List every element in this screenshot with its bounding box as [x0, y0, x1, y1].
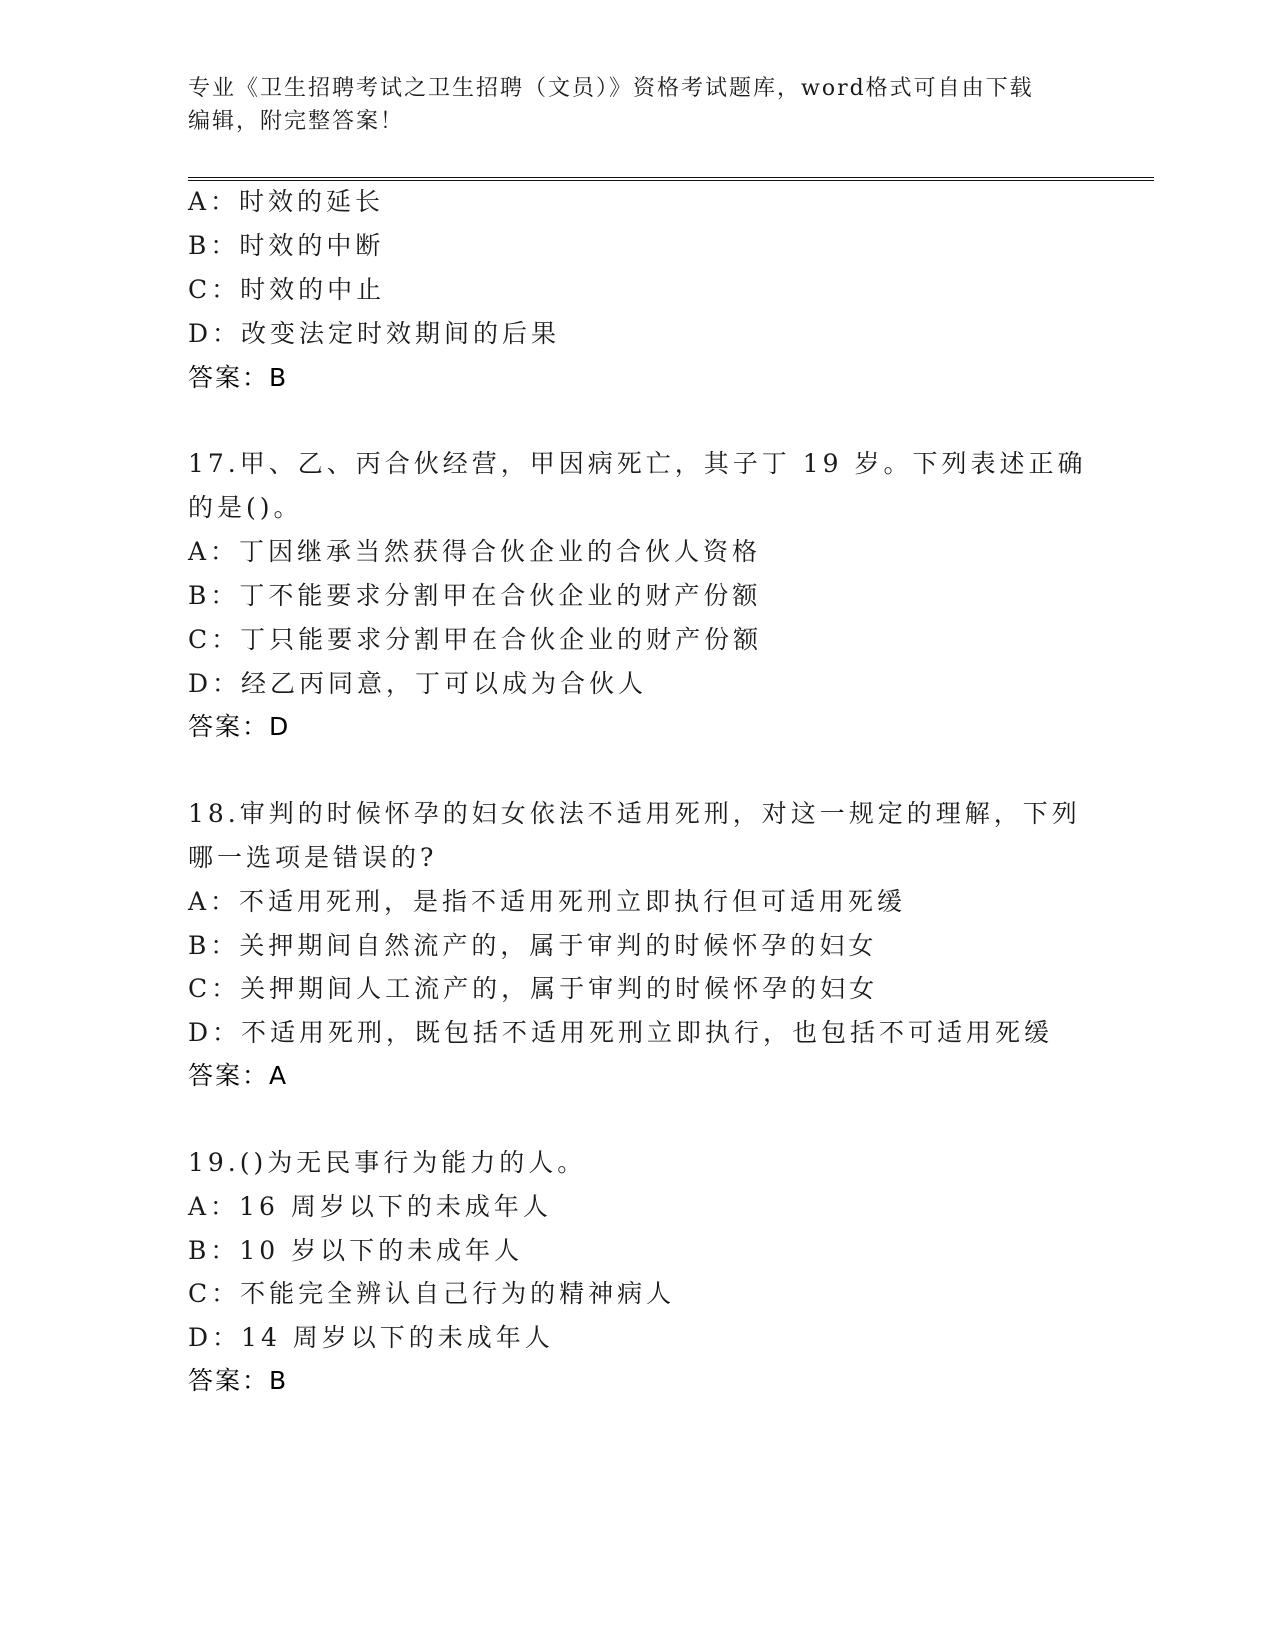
q18-option-d: D：不适用死刑，既包括不适用死刑立即执行，也包括不可适用死缓	[188, 1018, 1054, 1047]
q18-stem-line-2: 哪一选项是错误的?	[188, 843, 438, 872]
q17-option-c: C：丁只能要求分割甲在合伙企业的财产份额	[188, 625, 763, 654]
q18-option-a: A：不适用死刑，是指不适用死刑立即执行但可适用死缓	[188, 887, 907, 916]
q18-option-c: C：关押期间人工流产的，属于审判的时候怀孕的妇女	[188, 974, 879, 1003]
q17-option-a: A：丁因继承当然获得合伙企业的合伙人资格	[188, 537, 762, 566]
q17-answer: 答案：D	[188, 712, 291, 741]
q17-option-d: D：经乙丙同意，丁可以成为合伙人	[188, 669, 648, 698]
q19-answer: 答案：B	[188, 1366, 289, 1395]
q17-stem-line-2: 的是()。	[188, 493, 303, 522]
q19-option-a: A：16 周岁以下的未成年人	[188, 1192, 552, 1221]
header-divider	[188, 177, 1154, 181]
q16-option-a: A：时效的延长	[188, 187, 385, 216]
q17-stem-line-1: 17.甲、乙、丙合伙经营，甲因病死亡，其子丁 19 岁。下列表述正确	[188, 449, 1087, 478]
q16-answer: 答案：B	[188, 363, 289, 392]
q18-stem-line-1: 18.审判的时候怀孕的妇女依法不适用死刑，对这一规定的理解，下列	[188, 799, 1081, 828]
document-header	[188, 72, 1068, 138]
q19-option-b: B：10 岁以下的未成年人	[188, 1236, 524, 1265]
q17-option-b: B：丁不能要求分割甲在合伙企业的财产份额	[188, 581, 762, 610]
q18-option-b: B：关押期间自然流产的，属于审判的时候怀孕的妇女	[188, 931, 878, 960]
q19-stem-line-1: 19.()为无民事行为能力的人。	[188, 1148, 587, 1177]
q18-answer: 答案：A	[188, 1061, 289, 1090]
q16-option-b: B：时效的中断	[188, 231, 385, 260]
q16-option-c: C：时效的中止	[188, 275, 386, 304]
q19-option-d: D：14 周岁以下的未成年人	[188, 1323, 554, 1352]
header-line-2: 编辑，附完整答案！	[188, 109, 405, 134]
q16-option-d: D：改变法定时效期间的后果	[188, 319, 561, 348]
header-line-1: 专业《卫生招聘考试之卫生招聘（文员）》资格考试题库，word格式可自由下载	[188, 76, 1034, 101]
q19-option-c: C：不能完全辨认自己行为的精神病人	[188, 1279, 676, 1308]
